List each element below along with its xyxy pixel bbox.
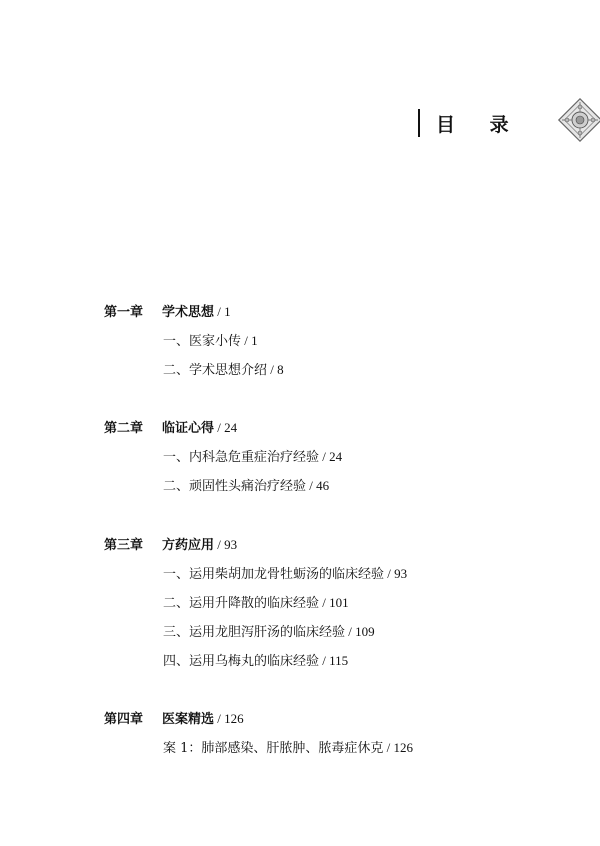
chapter-number: 第四章 — [104, 712, 144, 727]
page-number: 126 — [393, 740, 414, 755]
chapter-title: 学术思想 — [162, 305, 215, 320]
toc-section[interactable]: 二、学术思想介绍 / 8 — [163, 362, 284, 378]
page-number: 101 — [329, 595, 349, 610]
page-title: 目 录 — [436, 113, 523, 136]
toc-section[interactable]: 二、运用升降散的临床经验 / 101 — [163, 595, 349, 611]
section-title: 一、运用柴胡加龙骨牡蛎汤的临床经验 — [163, 567, 385, 582]
page-number: 1 — [251, 333, 258, 348]
page-number: 1 — [224, 304, 231, 319]
page-number: 93 — [224, 537, 238, 552]
section-title: 案 1：肺部感染、肝脓肿、脓毒症休克 — [163, 741, 384, 756]
section-title: 一、内科急危重症治疗经验 — [163, 450, 320, 465]
title-divider — [418, 109, 420, 137]
toc-section[interactable]: 四、运用乌梅丸的临床经验 / 115 — [163, 653, 349, 669]
toc-chapter-4[interactable]: 第四章 医案精选 / 126 — [104, 711, 244, 727]
page-number: 109 — [355, 624, 375, 639]
chapter-title: 临证心得 — [162, 421, 215, 436]
chapter-number: 第一章 — [104, 305, 144, 320]
chapter-title: 医案精选 — [162, 712, 215, 727]
toc-section[interactable]: 一、内科急危重症治疗经验 / 24 — [163, 449, 343, 465]
toc-section[interactable]: 一、运用柴胡加龙骨牡蛎汤的临床经验 / 93 — [163, 566, 408, 582]
chapter-number: 第二章 — [104, 421, 144, 436]
section-title: 一、医家小传 — [163, 334, 242, 349]
page-number: 24 — [224, 420, 238, 435]
page-number: 8 — [277, 362, 284, 377]
page-number: 126 — [224, 711, 244, 726]
section-title: 二、运用升降散的临床经验 — [163, 596, 320, 611]
section-title: 二、学术思想介绍 — [163, 363, 268, 378]
page-number: 46 — [316, 478, 330, 493]
section-title: 二、顽固性头痛治疗经验 — [163, 479, 307, 494]
toc-section[interactable]: 一、医家小传 / 1 — [163, 333, 258, 349]
section-title: 四、运用乌梅丸的临床经验 — [163, 654, 320, 669]
ornament-icon — [556, 96, 600, 144]
toc-section[interactable]: 三、运用龙胆泻肝汤的临床经验 / 109 — [163, 624, 375, 640]
toc-header — [418, 108, 523, 138]
toc-chapter-2[interactable]: 第二章 临证心得 / 24 — [104, 420, 238, 436]
section-title: 三、运用龙胆泻肝汤的临床经验 — [163, 625, 346, 640]
chapter-number: 第三章 — [104, 538, 144, 553]
toc-section[interactable]: 案 1：肺部感染、肝脓肿、脓毒症休克 / 126 — [163, 740, 414, 756]
toc-chapter-1[interactable]: 第一章 学术思想 / 1 — [104, 304, 231, 320]
page-number: 24 — [329, 449, 343, 464]
toc-chapter-3[interactable]: 第三章 方药应用 / 93 — [104, 537, 238, 553]
page-number: 93 — [394, 566, 408, 581]
chapter-title: 方药应用 — [162, 538, 215, 553]
toc-section[interactable]: 二、顽固性头痛治疗经验 / 46 — [163, 478, 330, 494]
page-number: 115 — [329, 653, 349, 668]
